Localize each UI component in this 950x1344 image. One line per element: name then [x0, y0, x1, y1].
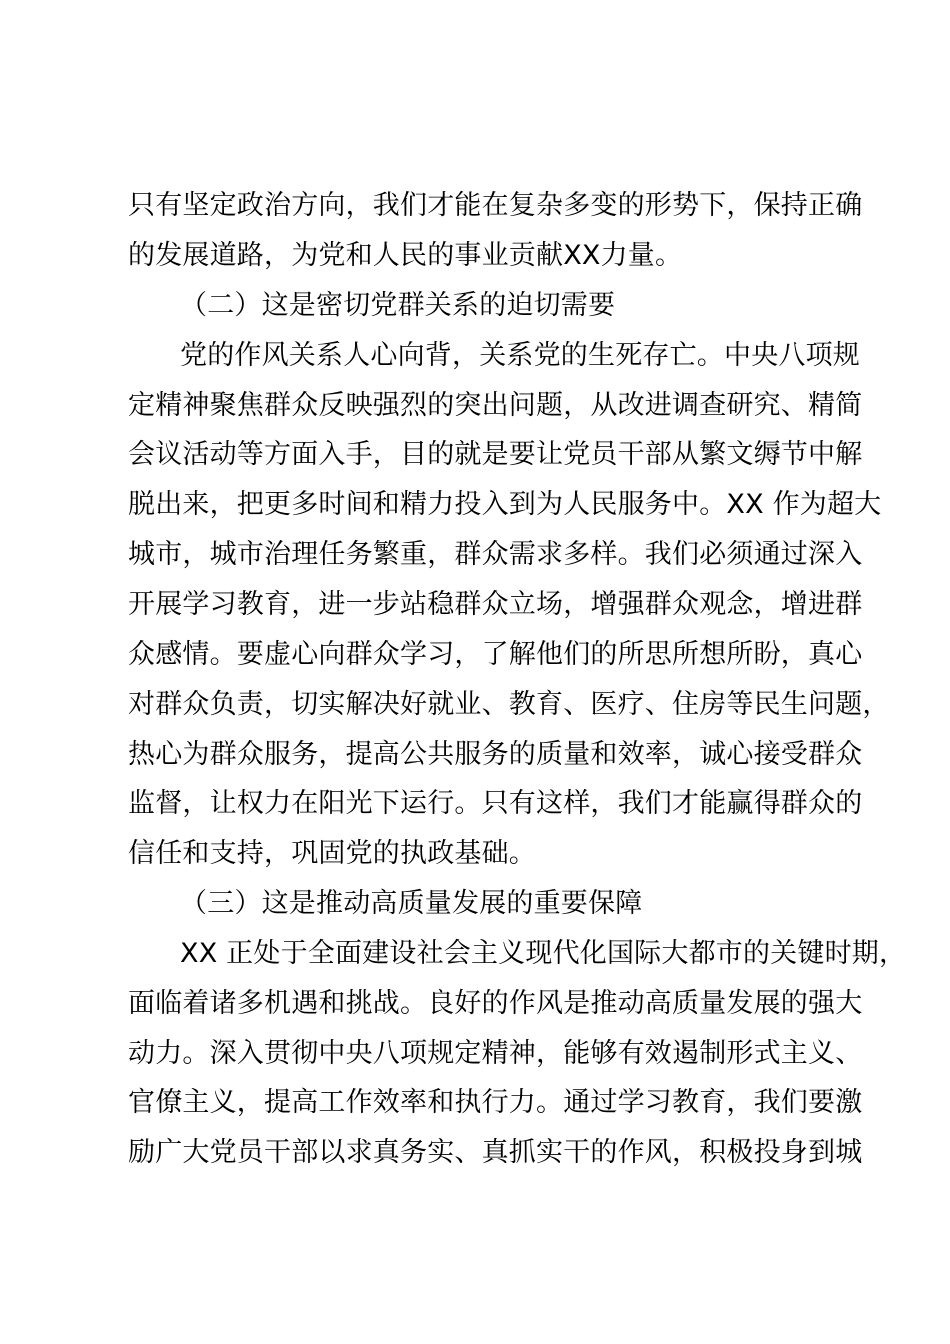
section-heading: （三）这是推动高质量发展的重要保障 [180, 888, 643, 919]
body-text-line: 信任和支持，巩固党的执政基础。 [128, 838, 536, 869]
body-text-line: 动力。深入贯彻中央八项规定精神，能够有效遏制形式主义、 [128, 1038, 863, 1069]
body-text-line: 励广大党员干部以求真务实、真抓实干的作风，积极投身到城 [128, 1137, 863, 1168]
body-text-line: 定精神聚焦群众反映强烈的突出问题，从改进调查研究、精简 [128, 390, 863, 421]
body-text-line: 官僚主义，提高工作效率和执行力。通过学习教育，我们要激 [128, 1087, 863, 1118]
body-text-line: 的发展道路，为党和人民的事业贡献XX力量。 [128, 240, 683, 271]
section-heading: （二）这是密切党群关系的迫切需要 [180, 290, 616, 321]
body-text-line: 众感情。要虚心向群众学习，了解他们的所思所想所盼，真心 [128, 639, 863, 670]
body-text-line: 脱出来，把更多时间和精力投入到为人民服务中。XX 作为超大 [128, 489, 882, 520]
body-text-line: 对群众负责，切实解决好就业、教育、医疗、住房等民生问题， [128, 689, 890, 720]
body-text-line: 监督，让权力在阳光下运行。只有这样，我们才能赢得群众的 [128, 788, 863, 819]
body-text-line: 会议活动等方面入手，目的就是要让党员干部从繁文缛节中解 [128, 439, 863, 470]
body-text-line: 城市，城市治理任务繁重，群众需求多样。我们必须通过深入 [128, 539, 863, 570]
body-text-line: 只有坚定政治方向，我们才能在复杂多变的形势下，保持正确 [128, 190, 863, 221]
body-text-line: 面临着诸多机遇和挑战。良好的作风是推动高质量发展的强大 [128, 988, 863, 1019]
body-text-line: 开展学习教育，进一步站稳群众立场，增强群众观念，增进群 [128, 589, 863, 620]
body-text-line: XX 正处于全面建设社会主义现代化国际大都市的关键时期， [180, 938, 907, 969]
body-text-line: 热心为群众服务，提高公共服务的质量和效率，诚心接受群众 [128, 739, 863, 770]
body-text-line: 党的作风关系人心向背，关系党的生死存亡。中央八项规 [180, 340, 860, 371]
